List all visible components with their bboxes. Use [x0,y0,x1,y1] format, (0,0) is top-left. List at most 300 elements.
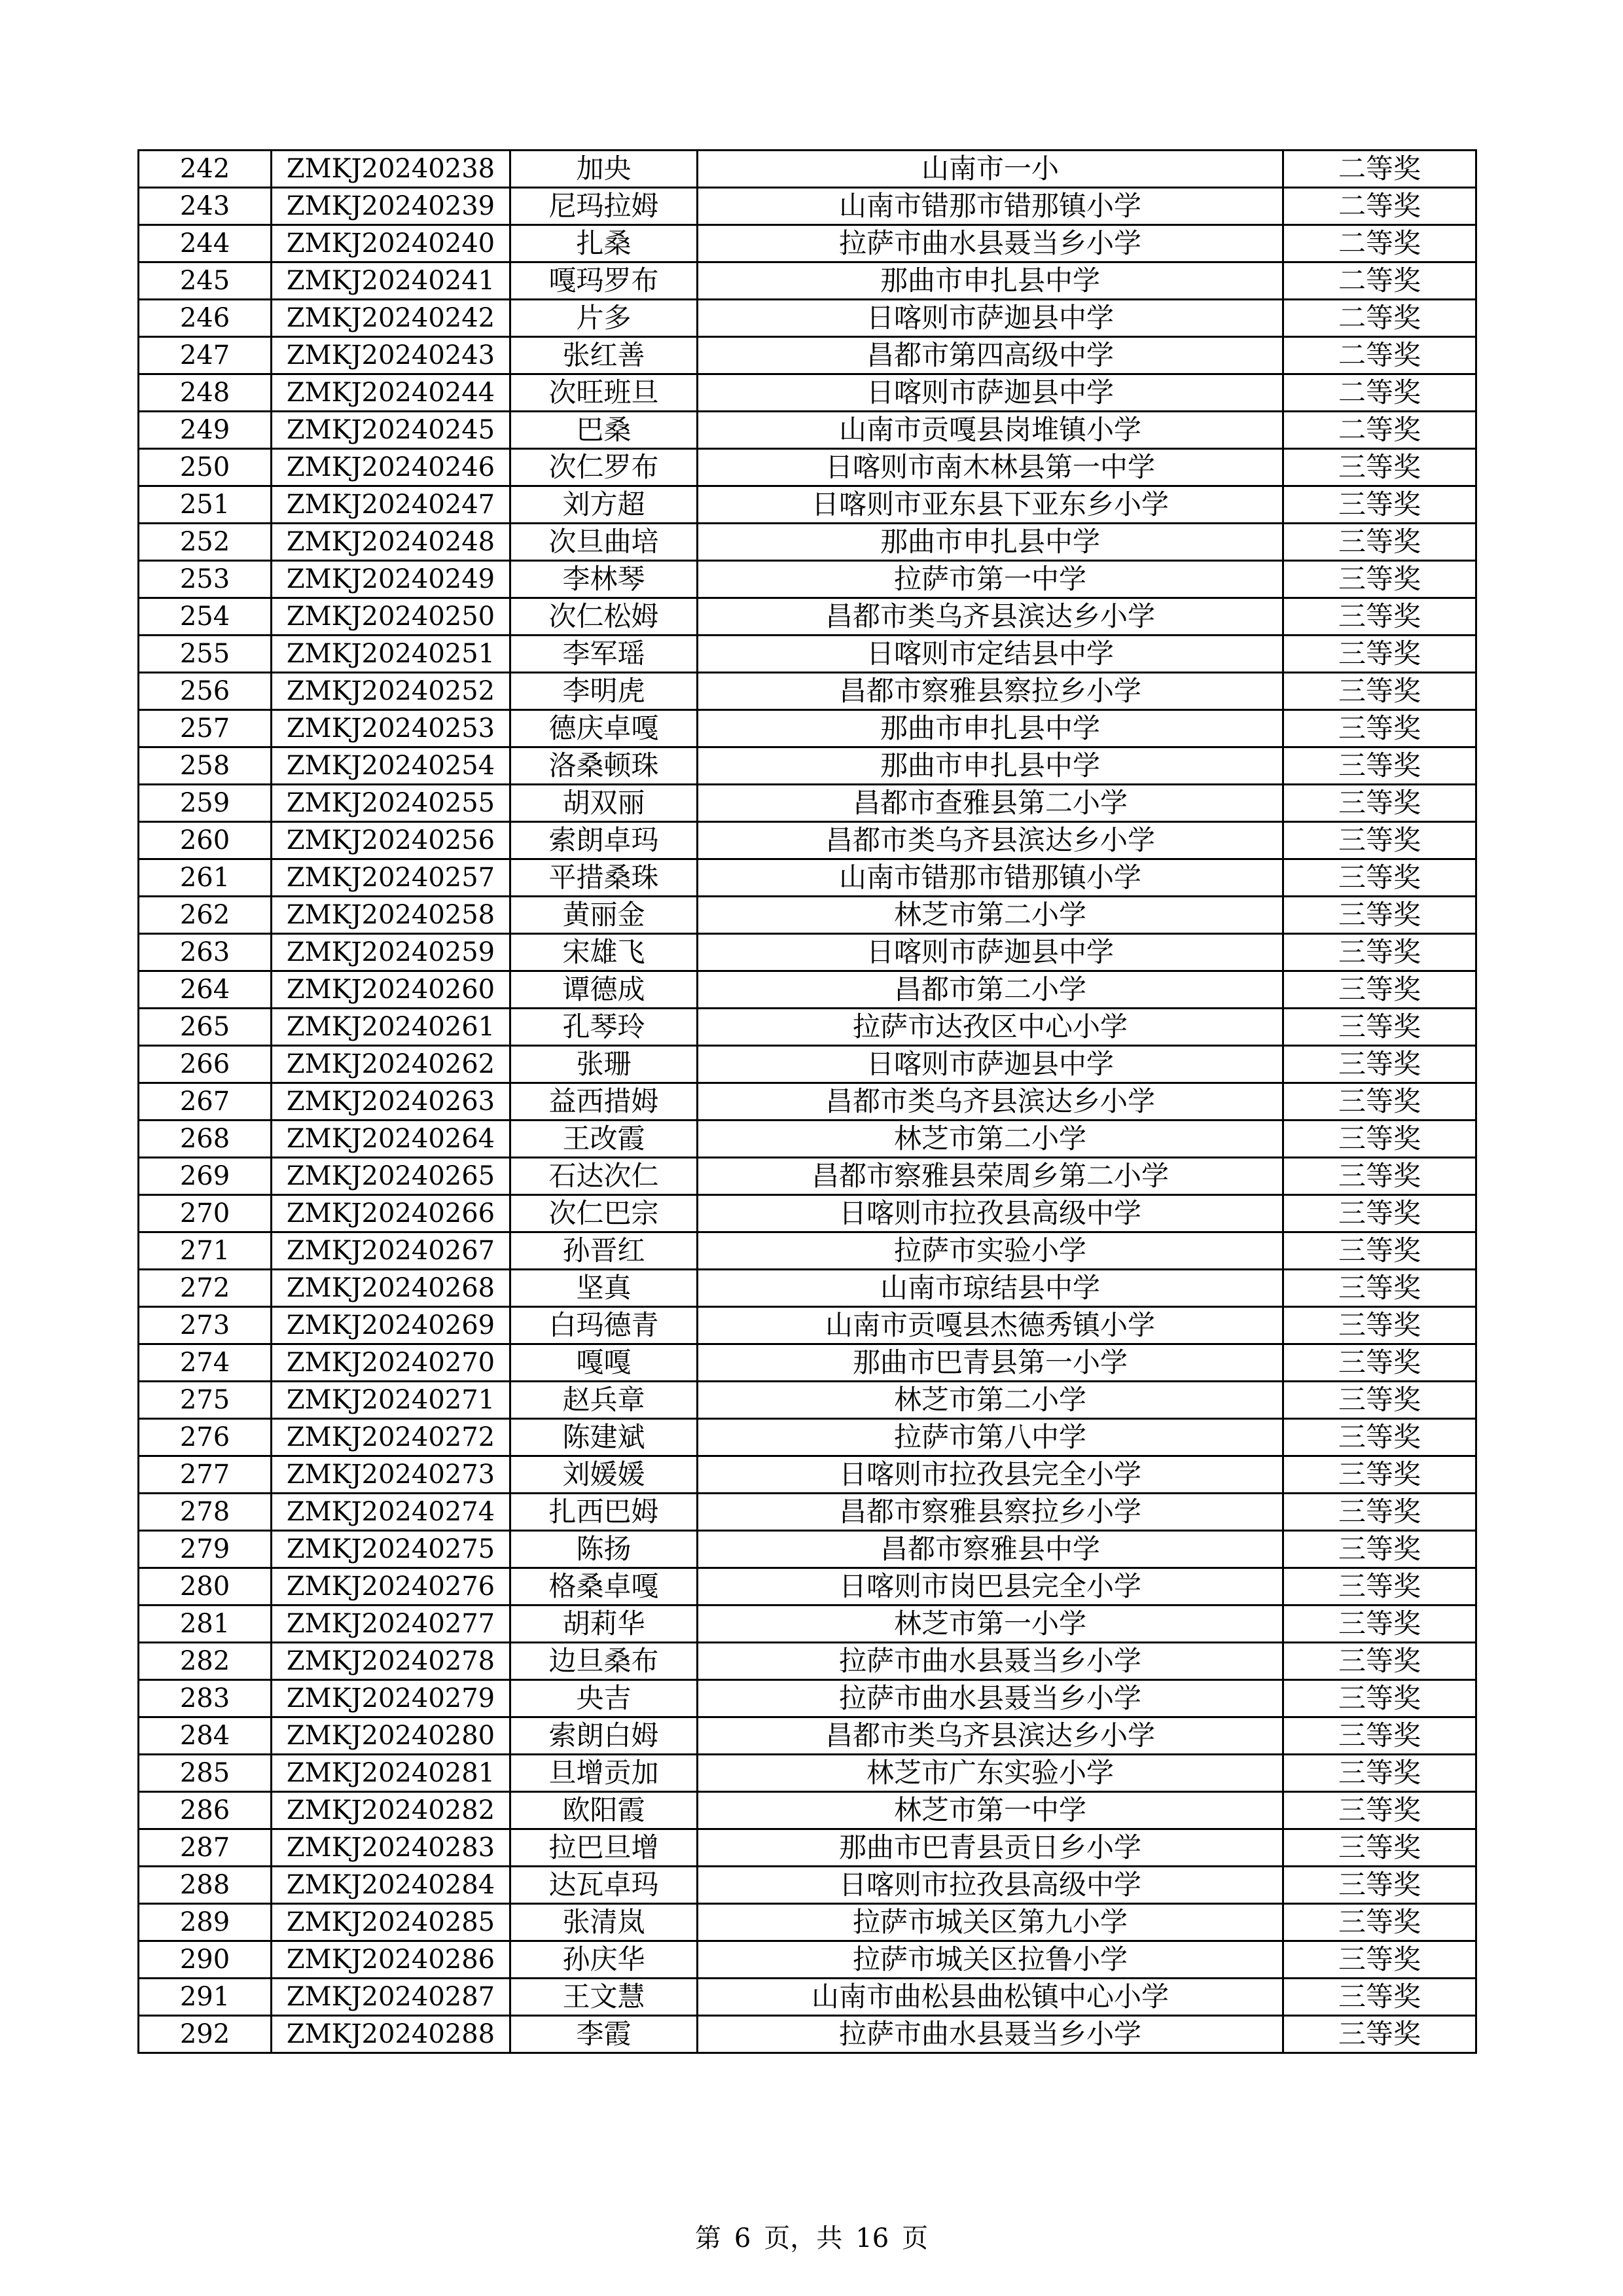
row-number-cell: 256 [139,673,272,710]
person-name-cell: 胡双丽 [510,785,698,822]
row-number-cell: 260 [139,822,272,859]
entry-code-cell: ZMKJ20240253 [272,710,510,747]
entry-code-cell: ZMKJ20240240 [272,225,510,262]
entry-code-cell: ZMKJ20240247 [272,486,510,524]
row-number-cell: 264 [139,971,272,1009]
entry-code-cell: ZMKJ20240262 [272,1046,510,1083]
row-number-cell: 270 [139,1195,272,1232]
footer-prefix: 第 [694,2223,721,2253]
person-name-cell: 赵兵章 [510,1382,698,1419]
award-level-cell: 三等奖 [1283,1232,1476,1270]
row-number-cell: 265 [139,1009,272,1046]
row-number-cell: 285 [139,1755,272,1792]
row-number-cell: 281 [139,1605,272,1643]
entry-code-cell: ZMKJ20240267 [272,1232,510,1270]
entry-code-cell: ZMKJ20240284 [272,1867,510,1904]
table-row [139,1494,1476,1531]
school-cell: 山南市一小 [698,151,1283,188]
entry-code-cell: ZMKJ20240241 [272,262,510,300]
entry-code-cell: ZMKJ20240255 [272,785,510,822]
person-name-cell: 宋雄飞 [510,934,698,971]
award-level-cell: 三等奖 [1283,1009,1476,1046]
school-cell: 拉萨市第八中学 [698,1419,1283,1456]
row-number-cell: 284 [139,1717,272,1755]
row-number-cell: 290 [139,1941,272,1979]
row-number-cell: 258 [139,747,272,785]
table-row [139,636,1476,673]
row-number-cell: 282 [139,1643,272,1680]
table-row [139,1121,1476,1158]
award-level-cell: 三等奖 [1283,1046,1476,1083]
row-number-cell: 275 [139,1382,272,1419]
school-cell: 昌都市第二小学 [698,971,1283,1009]
table-row [139,337,1476,374]
school-cell: 日喀则市萨迦县中学 [698,1046,1283,1083]
row-number-cell: 245 [139,262,272,300]
person-name-cell: 扎西巴姆 [510,1494,698,1531]
award-level-cell: 三等奖 [1283,1382,1476,1419]
person-name-cell: 索朗白姆 [510,1717,698,1755]
table-row [139,598,1476,636]
award-level-cell: 二等奖 [1283,225,1476,262]
person-name-cell: 次旦曲培 [510,524,698,561]
entry-code-cell: ZMKJ20240277 [272,1605,510,1643]
person-name-cell: 孙晋红 [510,1232,698,1270]
table-row [139,934,1476,971]
school-cell: 拉萨市城关区拉鲁小学 [698,1941,1283,1979]
page-footer [0,2219,1623,2258]
table-row [139,971,1476,1009]
entry-code-cell: ZMKJ20240286 [272,1941,510,1979]
table-row [139,1419,1476,1456]
table-row [139,785,1476,822]
award-level-cell: 三等奖 [1283,747,1476,785]
entry-code-cell: ZMKJ20240274 [272,1494,510,1531]
table-row [139,2016,1476,2053]
table-row [139,1456,1476,1494]
row-number-cell: 248 [139,374,272,412]
school-cell: 拉萨市曲水县聂当乡小学 [698,1680,1283,1717]
school-cell: 日喀则市拉孜县高级中学 [698,1195,1283,1232]
table-row [139,1979,1476,2016]
award-level-cell: 三等奖 [1283,1867,1476,1904]
row-number-cell: 254 [139,598,272,636]
entry-code-cell: ZMKJ20240272 [272,1419,510,1456]
row-number-cell: 259 [139,785,272,822]
row-number-cell: 277 [139,1456,272,1494]
row-number-cell: 283 [139,1680,272,1717]
table-row [139,1680,1476,1717]
table-row [139,1083,1476,1121]
table-row [139,1270,1476,1307]
entry-code-cell: ZMKJ20240250 [272,598,510,636]
table-row [139,449,1476,486]
entry-code-cell: ZMKJ20240238 [272,151,510,188]
award-level-cell: 二等奖 [1283,262,1476,300]
person-name-cell: 孙庆华 [510,1941,698,1979]
table-row [139,262,1476,300]
person-name-cell: 洛桑顿珠 [510,747,698,785]
award-level-cell: 三等奖 [1283,1979,1476,2016]
person-name-cell: 次旺班旦 [510,374,698,412]
person-name-cell: 达瓦卓玛 [510,1867,698,1904]
entry-code-cell: ZMKJ20240269 [272,1307,510,1344]
table-row [139,710,1476,747]
table-row [139,1755,1476,1792]
award-level-cell: 三等奖 [1283,1270,1476,1307]
school-cell: 拉萨市曲水县聂当乡小学 [698,2016,1283,2053]
row-number-cell: 253 [139,561,272,598]
school-cell: 日喀则市拉孜县高级中学 [698,1867,1283,1904]
row-number-cell: 246 [139,300,272,337]
entry-code-cell: ZMKJ20240261 [272,1009,510,1046]
row-number-cell: 257 [139,710,272,747]
person-name-cell: 边旦桑布 [510,1643,698,1680]
table-row [139,225,1476,262]
school-cell: 拉萨市第一中学 [698,561,1283,598]
table-row [139,1605,1476,1643]
table-row [139,1568,1476,1605]
award-level-cell: 三等奖 [1283,1494,1476,1531]
award-level-cell: 三等奖 [1283,673,1476,710]
person-name-cell: 索朗卓玛 [510,822,698,859]
row-number-cell: 262 [139,897,272,934]
award-level-cell: 三等奖 [1283,1307,1476,1344]
table-row [139,1158,1476,1195]
person-name-cell: 李霞 [510,2016,698,2053]
entry-code-cell: ZMKJ20240256 [272,822,510,859]
person-name-cell: 谭德成 [510,971,698,1009]
award-level-cell: 二等奖 [1283,300,1476,337]
school-cell: 拉萨市达孜区中心小学 [698,1009,1283,1046]
entry-code-cell: ZMKJ20240265 [272,1158,510,1195]
school-cell: 山南市错那市错那镇小学 [698,188,1283,225]
entry-code-cell: ZMKJ20240275 [272,1531,510,1568]
entry-code-cell: ZMKJ20240280 [272,1717,510,1755]
entry-code-cell: ZMKJ20240288 [272,2016,510,2053]
row-number-cell: 287 [139,1829,272,1867]
award-level-cell: 三等奖 [1283,1568,1476,1605]
table-row [139,412,1476,449]
table-row [139,561,1476,598]
award-level-cell: 三等奖 [1283,1829,1476,1867]
school-cell: 日喀则市萨迦县中学 [698,934,1283,971]
table-row [139,747,1476,785]
school-cell: 昌都市察雅县察拉乡小学 [698,1494,1283,1531]
award-level-cell: 三等奖 [1283,934,1476,971]
award-level-cell: 三等奖 [1283,822,1476,859]
entry-code-cell: ZMKJ20240266 [272,1195,510,1232]
school-cell: 山南市贡嘎县岗堆镇小学 [698,412,1283,449]
person-name-cell: 次仁松姆 [510,598,698,636]
person-name-cell: 黄丽金 [510,897,698,934]
table-row [139,1382,1476,1419]
school-cell: 那曲市申扎县中学 [698,524,1283,561]
entry-code-cell: ZMKJ20240243 [272,337,510,374]
table-row [139,1195,1476,1232]
school-cell: 林芝市广东实验小学 [698,1755,1283,1792]
person-name-cell: 李明虎 [510,673,698,710]
award-level-cell: 三等奖 [1283,1717,1476,1755]
person-name-cell: 张珊 [510,1046,698,1083]
school-cell: 山南市琼结县中学 [698,1270,1283,1307]
school-cell: 那曲市申扎县中学 [698,710,1283,747]
school-cell: 林芝市第二小学 [698,1382,1283,1419]
award-level-cell: 三等奖 [1283,1456,1476,1494]
school-cell: 昌都市察雅县察拉乡小学 [698,673,1283,710]
award-level-cell: 三等奖 [1283,1755,1476,1792]
row-number-cell: 276 [139,1419,272,1456]
person-name-cell: 尼玛拉姆 [510,188,698,225]
table-row [139,822,1476,859]
person-name-cell: 次仁巴宗 [510,1195,698,1232]
row-number-cell: 251 [139,486,272,524]
person-name-cell: 嘎嘎 [510,1344,698,1382]
table-row [139,1717,1476,1755]
award-level-cell: 三等奖 [1283,1680,1476,1717]
row-number-cell: 261 [139,859,272,897]
entry-code-cell: ZMKJ20240258 [272,897,510,934]
award-level-cell: 三等奖 [1283,1531,1476,1568]
award-level-cell: 三等奖 [1283,1344,1476,1382]
school-cell: 日喀则市南木林县第一中学 [698,449,1283,486]
entry-code-cell: ZMKJ20240254 [272,747,510,785]
person-name-cell: 扎桑 [510,225,698,262]
footer-suffix: 页 [902,2223,929,2253]
row-number-cell: 288 [139,1867,272,1904]
school-cell: 那曲市巴青县第一小学 [698,1344,1283,1382]
table-row [139,374,1476,412]
award-level-cell: 三等奖 [1283,1941,1476,1979]
award-list-body [139,151,1476,2053]
person-name-cell: 欧阳霞 [510,1792,698,1829]
school-cell: 昌都市察雅县中学 [698,1531,1283,1568]
person-name-cell: 益西措姆 [510,1083,698,1121]
school-cell: 日喀则市拉孜县完全小学 [698,1456,1283,1494]
table-row [139,486,1476,524]
row-number-cell: 292 [139,2016,272,2053]
entry-code-cell: ZMKJ20240263 [272,1083,510,1121]
award-level-cell: 三等奖 [1283,1195,1476,1232]
award-level-cell: 三等奖 [1283,1158,1476,1195]
school-cell: 日喀则市岗巴县完全小学 [698,1568,1283,1605]
table-row [139,1046,1476,1083]
award-level-cell: 三等奖 [1283,1083,1476,1121]
school-cell: 林芝市第二小学 [698,897,1283,934]
school-cell: 昌都市类乌齐县滨达乡小学 [698,822,1283,859]
school-cell: 昌都市类乌齐县滨达乡小学 [698,598,1283,636]
person-name-cell: 加央 [510,151,698,188]
table-row [139,1307,1476,1344]
person-name-cell: 王文慧 [510,1979,698,2016]
entry-code-cell: ZMKJ20240273 [272,1456,510,1494]
award-level-cell: 三等奖 [1283,897,1476,934]
award-level-cell: 三等奖 [1283,598,1476,636]
person-name-cell: 石达次仁 [510,1158,698,1195]
entry-code-cell: ZMKJ20240279 [272,1680,510,1717]
entry-code-cell: ZMKJ20240278 [272,1643,510,1680]
row-number-cell: 250 [139,449,272,486]
table-row [139,1232,1476,1270]
row-number-cell: 267 [139,1083,272,1121]
person-name-cell: 片多 [510,300,698,337]
entry-code-cell: ZMKJ20240244 [272,374,510,412]
person-name-cell: 平措桑珠 [510,859,698,897]
award-level-cell: 二等奖 [1283,374,1476,412]
entry-code-cell: ZMKJ20240249 [272,561,510,598]
table-row [139,1829,1476,1867]
award-level-cell: 二等奖 [1283,412,1476,449]
school-cell: 昌都市察雅县荣周乡第二小学 [698,1158,1283,1195]
row-number-cell: 244 [139,225,272,262]
person-name-cell: 巴桑 [510,412,698,449]
entry-code-cell: ZMKJ20240246 [272,449,510,486]
row-number-cell: 271 [139,1232,272,1270]
person-name-cell: 张红善 [510,337,698,374]
school-cell: 林芝市第一中学 [698,1792,1283,1829]
award-level-cell: 三等奖 [1283,971,1476,1009]
school-cell: 昌都市第四高级中学 [698,337,1283,374]
school-cell: 拉萨市曲水县聂当乡小学 [698,225,1283,262]
award-level-cell: 三等奖 [1283,1792,1476,1829]
school-cell: 日喀则市亚东县下亚东乡小学 [698,486,1283,524]
award-level-cell: 三等奖 [1283,1605,1476,1643]
entry-code-cell: ZMKJ20240287 [272,1979,510,2016]
row-number-cell: 255 [139,636,272,673]
school-cell: 拉萨市实验小学 [698,1232,1283,1270]
table-row [139,188,1476,225]
entry-code-cell: ZMKJ20240257 [272,859,510,897]
entry-code-cell: ZMKJ20240281 [272,1755,510,1792]
award-level-cell: 三等奖 [1283,785,1476,822]
entry-code-cell: ZMKJ20240271 [272,1382,510,1419]
entry-code-cell: ZMKJ20240264 [272,1121,510,1158]
person-name-cell: 旦增贡加 [510,1755,698,1792]
entry-code-cell: ZMKJ20240270 [272,1344,510,1382]
row-number-cell: 272 [139,1270,272,1307]
entry-code-cell: ZMKJ20240282 [272,1792,510,1829]
person-name-cell: 刘媛媛 [510,1456,698,1494]
footer-middle: 页，共 [764,2223,843,2253]
school-cell: 山南市曲松县曲松镇中心小学 [698,1979,1283,2016]
entry-code-cell: ZMKJ20240283 [272,1829,510,1867]
person-name-cell: 拉巴旦增 [510,1829,698,1867]
school-cell: 林芝市第一小学 [698,1605,1283,1643]
person-name-cell: 陈建斌 [510,1419,698,1456]
row-number-cell: 263 [139,934,272,971]
entry-code-cell: ZMKJ20240252 [272,673,510,710]
award-level-cell: 三等奖 [1283,524,1476,561]
table-row [139,897,1476,934]
award-level-cell: 三等奖 [1283,449,1476,486]
row-number-cell: 252 [139,524,272,561]
school-cell: 昌都市类乌齐县滨达乡小学 [698,1083,1283,1121]
person-name-cell: 张清岚 [510,1904,698,1941]
entry-code-cell: ZMKJ20240239 [272,188,510,225]
table-row [139,1531,1476,1568]
school-cell: 山南市错那市错那镇小学 [698,859,1283,897]
table-row [139,524,1476,561]
table-row [139,1941,1476,1979]
school-cell: 拉萨市曲水县聂当乡小学 [698,1643,1283,1680]
table-row [139,673,1476,710]
row-number-cell: 278 [139,1494,272,1531]
school-cell: 山南市贡嘎县杰德秀镇小学 [698,1307,1283,1344]
row-number-cell: 266 [139,1046,272,1083]
award-level-cell: 三等奖 [1283,636,1476,673]
school-cell: 日喀则市定结县中学 [698,636,1283,673]
row-number-cell: 243 [139,188,272,225]
row-number-cell: 274 [139,1344,272,1382]
entry-code-cell: ZMKJ20240248 [272,524,510,561]
entry-code-cell: ZMKJ20240259 [272,934,510,971]
person-name-cell: 央吉 [510,1680,698,1717]
row-number-cell: 249 [139,412,272,449]
row-number-cell: 268 [139,1121,272,1158]
table-row [139,859,1476,897]
award-level-cell: 二等奖 [1283,188,1476,225]
person-name-cell: 刘方超 [510,486,698,524]
entry-code-cell: ZMKJ20240245 [272,412,510,449]
award-level-cell: 二等奖 [1283,151,1476,188]
school-cell: 林芝市第二小学 [698,1121,1283,1158]
table-row [139,1792,1476,1829]
entry-code-cell: ZMKJ20240260 [272,971,510,1009]
footer-page-number: 6 [734,2223,751,2253]
school-cell: 那曲市申扎县中学 [698,262,1283,300]
person-name-cell: 格桑卓嘎 [510,1568,698,1605]
row-number-cell: 242 [139,151,272,188]
award-level-cell: 三等奖 [1283,2016,1476,2053]
person-name-cell: 德庆卓嘎 [510,710,698,747]
table-row [139,1904,1476,1941]
entry-code-cell: ZMKJ20240251 [272,636,510,673]
award-level-cell: 三等奖 [1283,859,1476,897]
person-name-cell: 嘎玛罗布 [510,262,698,300]
school-cell: 日喀则市萨迦县中学 [698,374,1283,412]
school-cell: 昌都市类乌齐县滨达乡小学 [698,1717,1283,1755]
award-list-table [137,149,1477,2054]
award-level-cell: 三等奖 [1283,1643,1476,1680]
table-row [139,300,1476,337]
row-number-cell: 291 [139,1979,272,2016]
row-number-cell: 279 [139,1531,272,1568]
entry-code-cell: ZMKJ20240276 [272,1568,510,1605]
school-cell: 昌都市查雅县第二小学 [698,785,1283,822]
person-name-cell: 次仁罗布 [510,449,698,486]
award-level-cell: 二等奖 [1283,337,1476,374]
table-row [139,151,1476,188]
award-level-cell: 三等奖 [1283,561,1476,598]
entry-code-cell: ZMKJ20240242 [272,300,510,337]
table-row [139,1867,1476,1904]
row-number-cell: 289 [139,1904,272,1941]
person-name-cell: 白玛德青 [510,1307,698,1344]
table-row [139,1344,1476,1382]
row-number-cell: 247 [139,337,272,374]
school-cell: 拉萨市城关区第九小学 [698,1904,1283,1941]
award-level-cell: 三等奖 [1283,710,1476,747]
award-level-cell: 三等奖 [1283,1419,1476,1456]
award-level-cell: 三等奖 [1283,1121,1476,1158]
entry-code-cell: ZMKJ20240285 [272,1904,510,1941]
person-name-cell: 坚真 [510,1270,698,1307]
row-number-cell: 280 [139,1568,272,1605]
school-cell: 那曲市申扎县中学 [698,747,1283,785]
person-name-cell: 李林琴 [510,561,698,598]
person-name-cell: 孔琴玲 [510,1009,698,1046]
school-cell: 日喀则市萨迦县中学 [698,300,1283,337]
